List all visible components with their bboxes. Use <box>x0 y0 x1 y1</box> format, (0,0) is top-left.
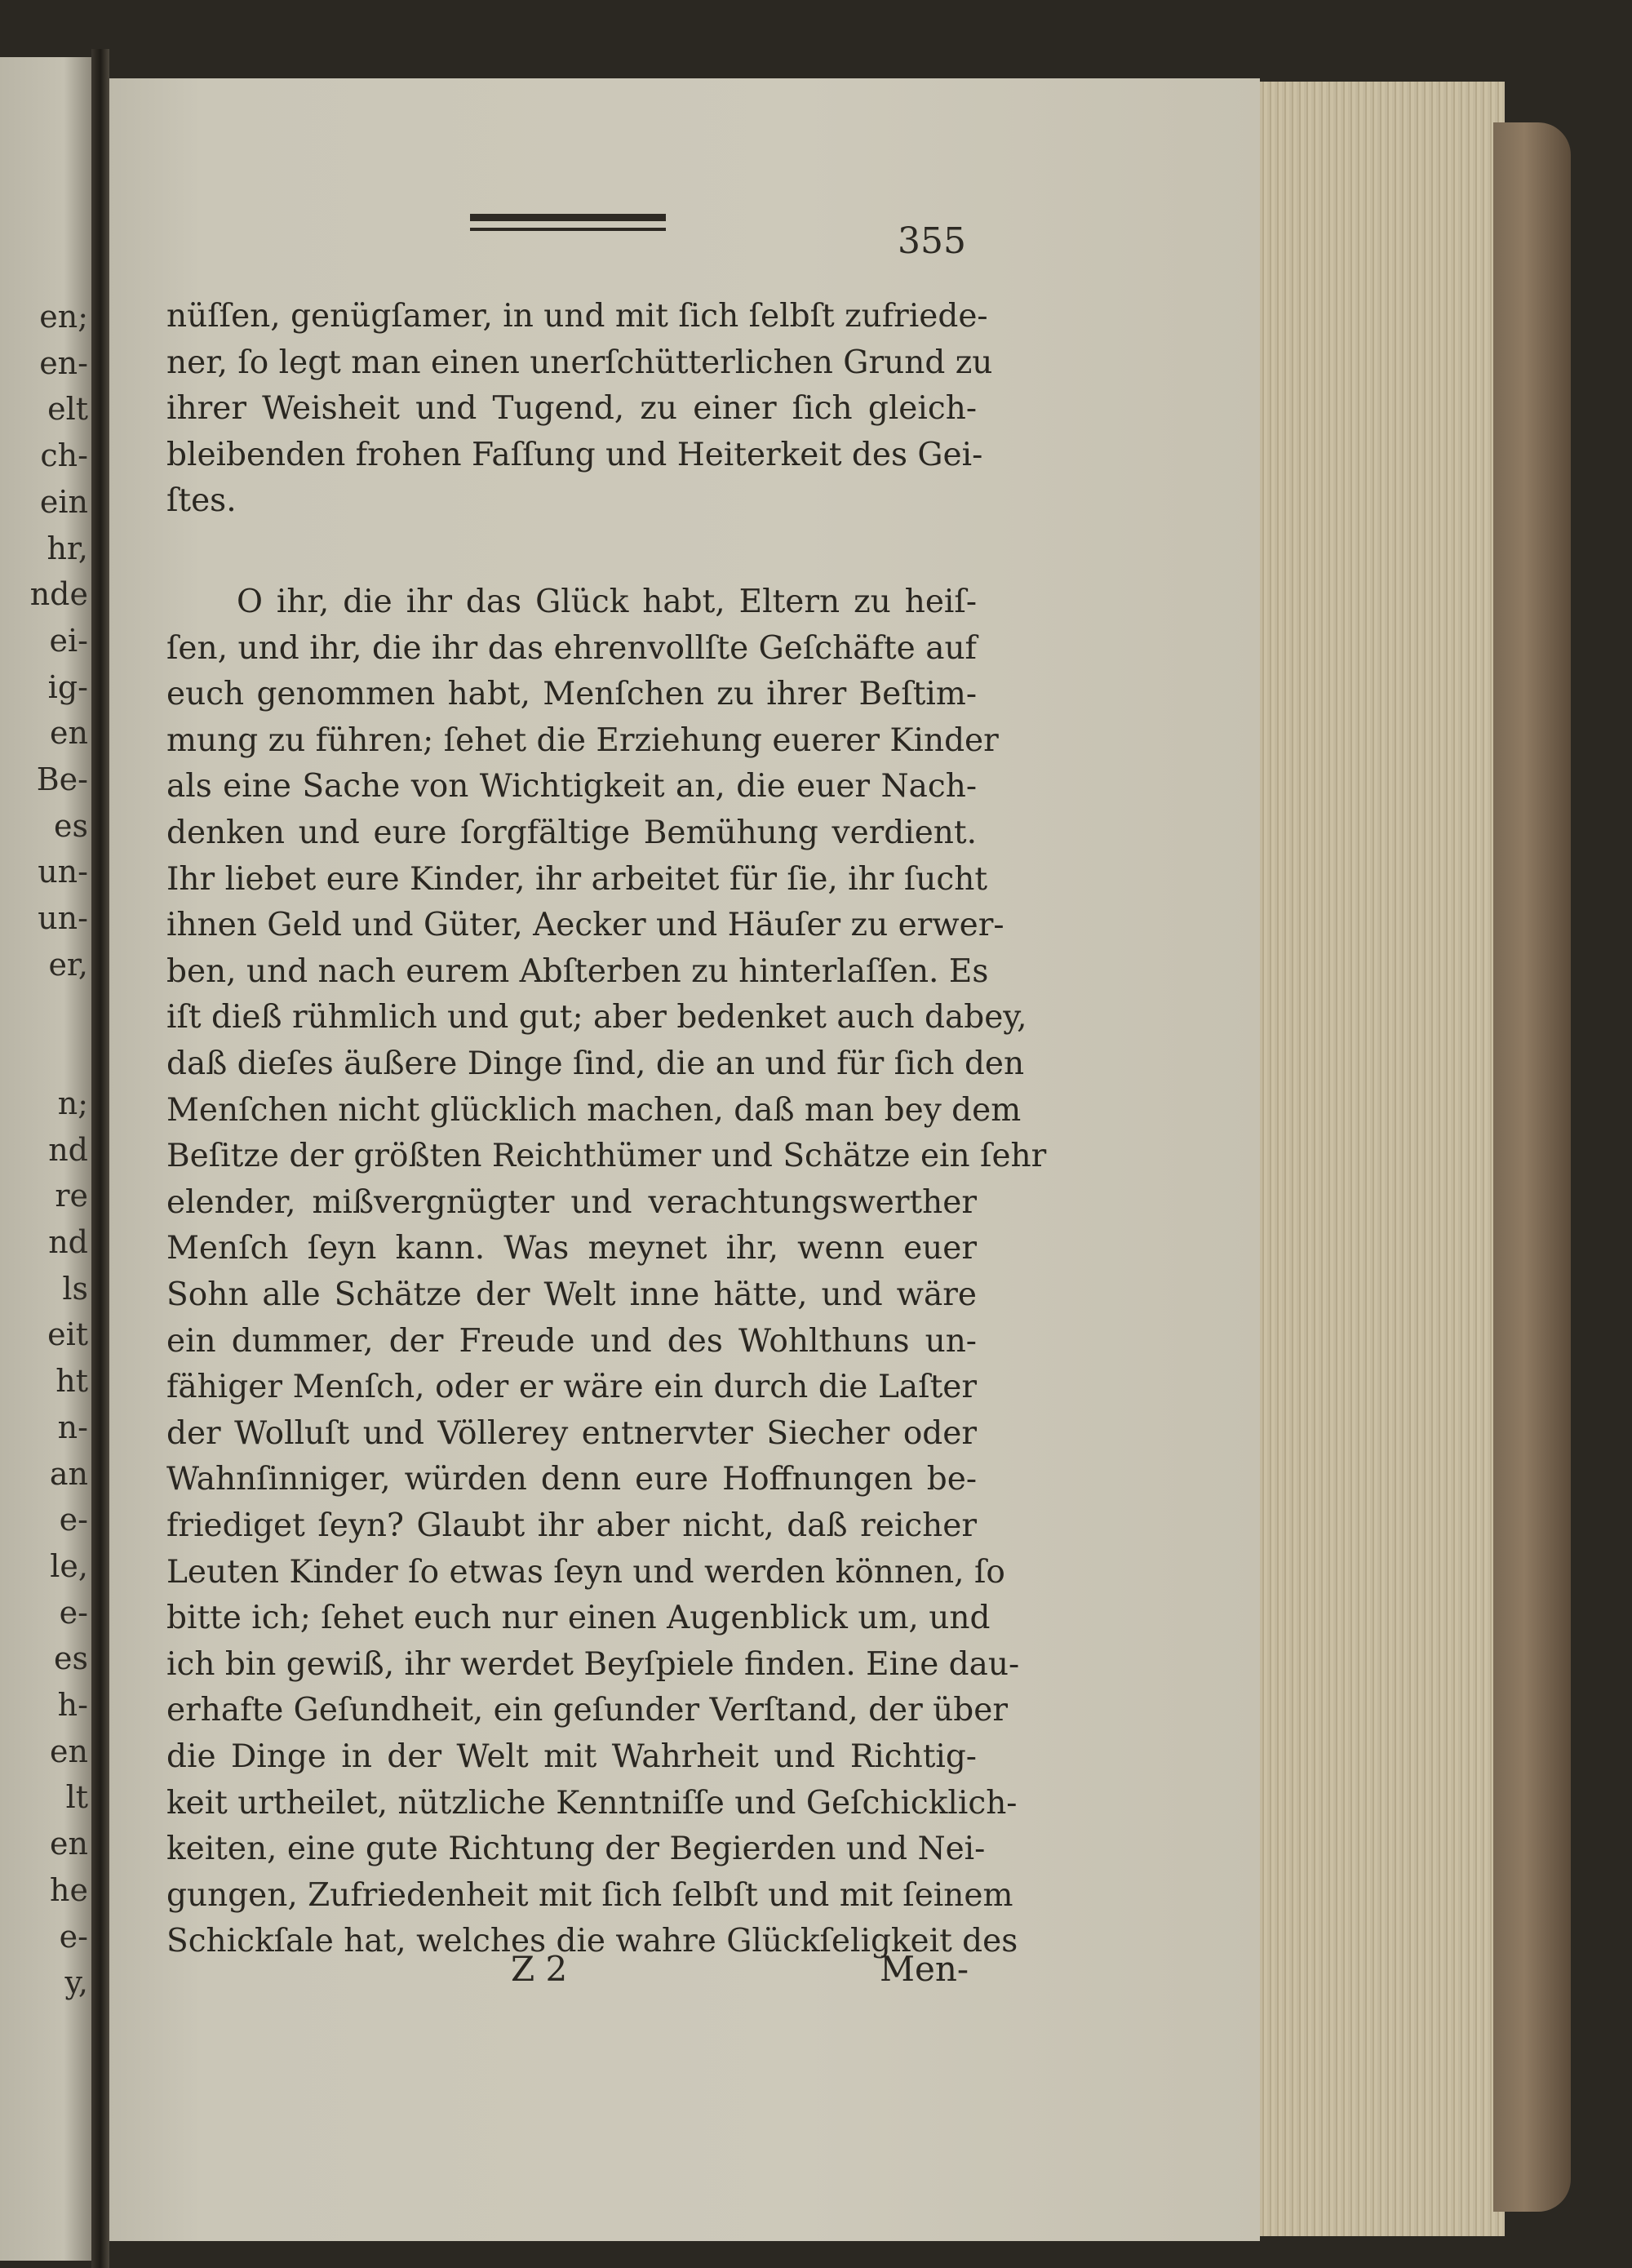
left-page-line-fragment: h- <box>57 1687 88 1723</box>
left-page-line-fragment: er, <box>48 946 88 983</box>
left-page-line-fragment: he <box>50 1871 88 1908</box>
text-line: O ihr, die ihr das Glück habt, Eltern zu heiſ- <box>237 584 977 620</box>
text-line: Leuten Kinder ſo etwas ſeyn und werden können, ſo <box>166 1553 1005 1591</box>
left-page-line-fragment: lt <box>65 1779 88 1816</box>
left-page-line-fragment <box>3 988 88 1035</box>
left-page-line-fragment: y, <box>64 1964 88 2001</box>
text-line: ich bin gewiß, ihr werdet Beyſpiele finden. Eine dau- <box>166 1645 1020 1683</box>
text-line: ben, und nach eurem Abſterben zu hinterlaſſen. Es <box>166 952 989 990</box>
text-line: Wahnſinniger, würden denn eure Hoffnungen be- <box>166 1461 977 1498</box>
header-rule-thin <box>470 228 666 231</box>
left-page-line-fragment: Be- <box>36 761 88 797</box>
left-page-line-fragment: nd <box>48 1131 88 1168</box>
text-line: friediget ſeyn? Glaubt ihr aber nicht, daß reicher <box>166 1507 977 1544</box>
text-line: fähiger Menſch, oder er wäre ein durch die Laſter <box>166 1369 977 1406</box>
left-page-line-fragment: e- <box>59 1502 88 1538</box>
left-page-line-fragment: nd <box>48 1224 88 1260</box>
text-line: Ihr liebet eure Kinder, ihr arbeitet für ſie, ihr ſucht <box>166 860 988 898</box>
left-page-line-fragment: un- <box>38 854 88 890</box>
text-line: die Dinge in der Welt mit Wahrheit und Richtig- <box>166 1738 977 1775</box>
text-line: Menſchen nicht glücklich machen, daß man bey dem <box>166 1091 1022 1129</box>
left-page-line-fragment: ei- <box>49 622 88 659</box>
text-line: Beſitze der größten Reichthümer und Schätze ein ſehr <box>166 1138 1047 1175</box>
text-line: Sohn alle Schätze der Welt inne hätte, und wäre <box>166 1276 977 1313</box>
text-line: ihrer Weisheit und Tugend, zu einer ſich gleich- <box>166 390 977 428</box>
catchword: Men- <box>880 1949 969 1989</box>
text-line: bitte ich; ſehet euch nur einen Augenblick um, und <box>166 1600 991 1637</box>
text-line: iſt dieß rühmlich und gut; aber bedenket auch dabey, <box>166 999 1027 1036</box>
left-page-line-fragment: e- <box>59 1594 88 1631</box>
left-page-line-fragment: en; <box>39 299 88 335</box>
text-line: Schickſale hat, welches die wahre Glückſeligkeit des <box>166 1923 1018 1960</box>
signature-mark: Z 2 <box>511 1949 568 1989</box>
text-line: der Wolluſt und Völlerey entnervter Siecher oder <box>166 1414 977 1452</box>
left-page-line-fragment: elt <box>47 391 88 428</box>
text-line: ner, ſo legt man einen unerſchütterlichen Grund zu <box>166 344 993 381</box>
header-rule-thick <box>470 214 666 221</box>
left-page-line-fragment: en- <box>39 344 88 381</box>
text-line: nüſſen, genügſamer, in und mit ſich ſelbſt zufriede- <box>166 298 988 335</box>
left-page-line-fragment: an <box>49 1455 88 1492</box>
text-line: keiten, eine gute Richtung der Begierden und Nei- <box>166 1831 986 1868</box>
left-page-line-fragment: en <box>50 1733 88 1769</box>
text-line: denken und eure ſorgfältige Bemühung verdient. <box>166 814 977 851</box>
book-cover-edge <box>1493 122 1571 2212</box>
text-line: Menſch ſeyn kann. Was meynet ihr, wenn euer <box>166 1230 977 1267</box>
left-page-line-fragment: nde <box>29 576 88 613</box>
left-page-line-fragment: es <box>54 1640 88 1677</box>
page-number: 355 <box>898 220 966 262</box>
left-page-line-fragment: en <box>50 1826 88 1862</box>
book-spine <box>91 49 109 2268</box>
left-page-line-fragment: ch- <box>40 437 88 474</box>
left-page-line-fragment: ein <box>39 483 88 520</box>
text-line: daß dieſes äußere Dinge ſind, die an und für ſich den <box>166 1045 1025 1082</box>
text-line: gungen, Zufriedenheit mit ſich ſelbſt und mit ſeinem <box>166 1876 1013 1914</box>
left-page-line-fragment: un- <box>38 900 88 937</box>
text-line: elender, mißvergnügter und verachtungswerther <box>166 1183 977 1221</box>
left-page-line-fragment: en <box>50 715 88 752</box>
text-line: als eine Sache von Wichtigkeit an, die euer Nach- <box>166 768 977 806</box>
left-page-line-fragment: re <box>55 1178 88 1214</box>
text-line: euch genommen habt, Menſchen zu ihrer Beſtim- <box>166 676 977 713</box>
left-page-line-fragment: e- <box>59 1918 88 1955</box>
left-page-line-fragment: n- <box>57 1409 88 1445</box>
text-line: erhafte Geſundheit, ein geſunder Verſtand, der über <box>166 1692 1008 1729</box>
left-page-line-fragment <box>3 1034 88 1081</box>
left-page-line-fragment: n; <box>57 1085 88 1121</box>
text-line: mung zu führen; ſehet die Erziehung euerer Kinder <box>166 721 999 759</box>
text-line: ein dummer, der Freude und des Wohlthuns un- <box>166 1322 977 1360</box>
text-line: bleibenden frohen Faſſung und Heiterkeit des Gei- <box>166 436 983 473</box>
left-page-line-fragment: es <box>54 807 88 844</box>
text-line: ſtes. <box>166 482 237 520</box>
left-page-line-fragment: ls <box>62 1270 88 1307</box>
text-line: ihnen Geld und Güter, Aecker und Häuſer zu erwer- <box>166 907 1004 944</box>
page-fore-edge <box>1260 82 1505 2236</box>
left-page-line-fragment: le, <box>50 1547 88 1584</box>
left-page-line-fragment: ht <box>55 1363 88 1400</box>
text-line: keit urtheilet, nützliche Kenntniſſe und Geſchicklich- <box>166 1784 1018 1822</box>
text-line: ſen, und ihr, die ihr das ehrenvollſte Geſchäfte auf <box>166 629 977 667</box>
left-page-line-fragment: ig- <box>47 668 88 705</box>
left-page-line-fragment: eit <box>47 1316 88 1353</box>
left-page-line-fragment: hr, <box>47 530 88 566</box>
